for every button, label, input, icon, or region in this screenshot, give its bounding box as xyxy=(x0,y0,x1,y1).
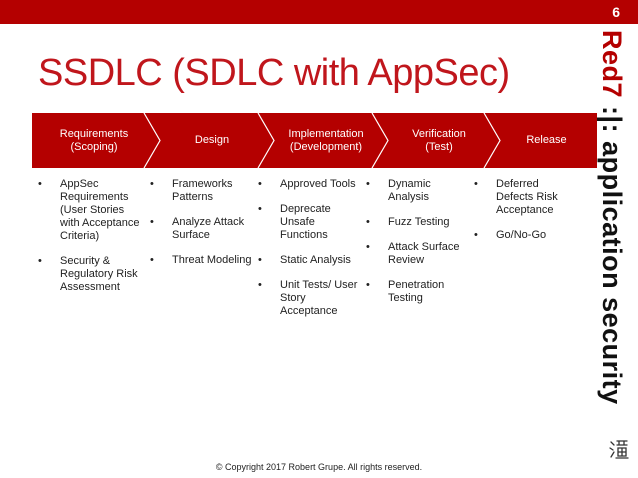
copyright-text: © Copyright 2017 Robert Grupe. All rights reserved. xyxy=(215,462,423,472)
requirements-column xyxy=(38,178,140,306)
list-item: • Unit Tests/ User Story Acceptance xyxy=(258,279,358,317)
list-item: • Fuzz Testing xyxy=(366,216,450,228)
list-item: • Analyze Attack Surface xyxy=(150,216,245,241)
brand-black-text: :|: application security xyxy=(597,98,627,405)
list-item: • AppSec Requirements (User Stories with Acceptance Criteria) xyxy=(38,178,140,242)
list-item: • Penetration Testing xyxy=(366,279,445,304)
list-item: • Deprecate Unsafe Functions xyxy=(258,203,331,241)
brand-red-text: Red7 xyxy=(597,30,627,99)
list-item: • Threat Modeling xyxy=(150,254,252,266)
list-item: • Attack Surface Review xyxy=(366,241,460,266)
list-item: • Dynamic Analysis xyxy=(366,178,431,203)
list-item: • Deferred Defects Risk Acceptance xyxy=(474,178,558,216)
implementation-column xyxy=(258,178,360,330)
brand-text xyxy=(590,30,634,405)
top-bar xyxy=(0,0,638,24)
list-item: • Security & Regulatory Risk Assessment xyxy=(38,255,138,293)
phase-label-requirements: Requirements (Scoping) xyxy=(59,127,129,153)
design-column xyxy=(150,178,252,279)
list-item: • Frameworks Patterns xyxy=(150,178,233,203)
phase-label-design: Design xyxy=(194,134,230,146)
phase-label-release: Release xyxy=(526,134,567,146)
release-column xyxy=(474,178,574,254)
brand-logo xyxy=(586,30,636,405)
phase-chevrons xyxy=(32,113,597,168)
verification-column xyxy=(366,178,466,317)
phase-label-verification: Verification (Test) xyxy=(412,127,466,153)
phase-label-implementation: Implementation (Development) xyxy=(288,127,364,153)
seal-icon xyxy=(608,438,630,460)
list-item: • Go/No-Go xyxy=(474,229,547,241)
page-number: 6 xyxy=(612,4,620,20)
slide-title: SSDLC (SDLC with AppSec) xyxy=(38,52,510,94)
list-item: • Static Analysis xyxy=(258,254,351,266)
list-item: • Approved Tools xyxy=(258,178,356,190)
